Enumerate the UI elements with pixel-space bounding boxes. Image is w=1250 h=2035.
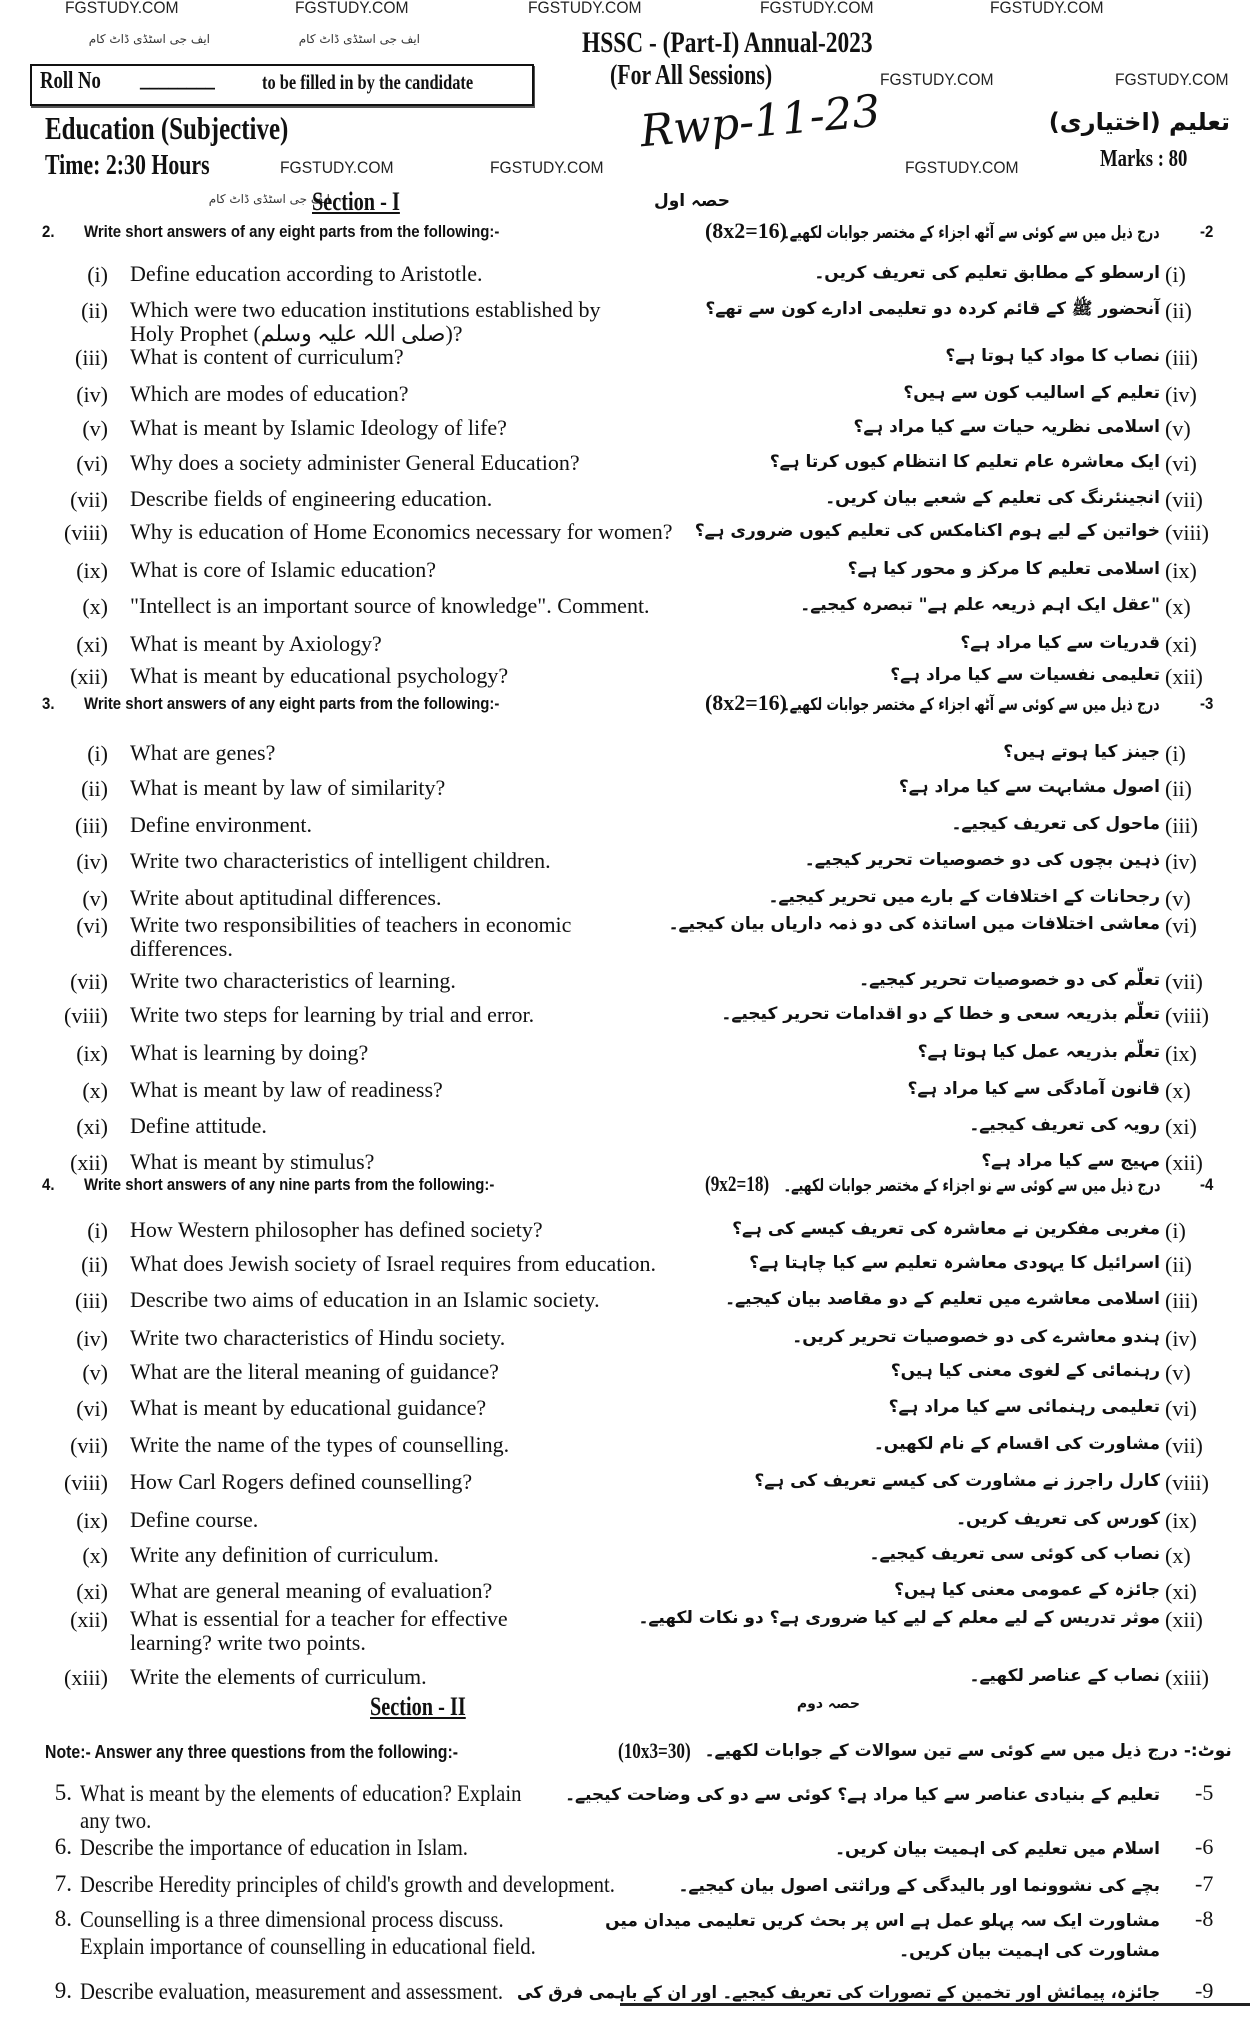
question-part [0,1326,1250,1356]
part-number: (i) [87,1218,108,1243]
section-1-title-urdu: حصہ اول [653,191,730,211]
part-number-urdu: (v) [1165,886,1191,911]
part-text-urdu: مہیج سے کیا مراد ہے؟ [981,1151,1160,1171]
subject-title: Education (Subjective) [45,110,289,146]
question-part [0,741,1250,771]
part-number: (xii) [70,1150,108,1175]
part-text-urdu: تعلیمی نفسیات سے کیا مراد ہے؟ [890,665,1160,685]
part-text: What is meant by law of readiness? [130,1077,443,1102]
question-number-urdu: -3 [1200,694,1214,713]
question-part [0,969,1250,999]
part-number-urdu: (iv) [1165,849,1197,874]
part-number: (i) [87,262,108,287]
question-part [0,664,1250,694]
part-number-urdu: (xi) [1165,1579,1197,1604]
part-number: (v) [82,886,108,911]
part-number-urdu: (vi) [1165,913,1197,938]
part-number: (x) [82,1078,108,1103]
long-question [0,1871,1250,1901]
question-part [0,1218,1250,1248]
question-part [0,1543,1250,1573]
part-text-urdu: نصاب کی کوئی سی تعریف کیجیے۔ [869,1544,1160,1564]
part-number-urdu: (viii) [1165,1470,1209,1495]
part-text: Write two steps for learning by trial and error. [130,1002,535,1027]
question-part [0,594,1250,624]
part-text: "Intellect is an important source of knowledge". Comment. [130,593,650,618]
watermark: FGSTUDY.COM [65,0,179,17]
question-text-urdu: بچے کی نشوونما اور بالیدگی کے وراثتی اصول بیان کیجیے۔ [678,1876,1160,1896]
question-text-urdu: جائزہ، پیمائش اور تخمین کے تصورات کی تعریف کیجیے۔ اور ان کے باہمی فرق کی [516,1983,1160,2003]
section-2-note: Note:- Answer any three questions from the following:- [45,1742,459,1762]
subject-title-urdu: تعلیم (اختیاری) [1048,108,1230,136]
bottom-rule [620,2003,1250,2006]
part-number: (iv) [76,1326,108,1351]
part-number-urdu: (ix) [1165,558,1197,583]
question-text: What is meant by the elements of education? Explain any two. [80,1781,522,1833]
part-text: Which are modes of education? [130,381,409,406]
question-number: 6. [54,1834,72,1859]
part-text-urdu: نصاب کے عناصر لکھیے۔ [969,1666,1160,1686]
part-text-urdu: کارل راجرز نے مشاورت کی کیسے تعریف کی ہے؟ [754,1471,1160,1491]
part-number-urdu: (viii) [1165,1003,1209,1028]
long-question [0,1834,1250,1864]
watermark: FGSTUDY.COM [1115,70,1229,89]
part-text: Define attitude. [130,1113,267,1138]
part-number-urdu: (iv) [1165,382,1197,407]
long-question [0,1906,1250,1961]
question-number-urdu: -4 [1200,1175,1214,1194]
watermark-urdu: ایف جی اسٹڈی ڈاٹ کام [88,32,210,46]
part-text-urdu: ایک معاشرہ عام تعلیم کا انتظام کیوں کرتا ہے؟ [769,452,1160,472]
part-text-urdu: ہندو معاشرے کی دو خصوصیات تحریر کریں۔ [792,1327,1160,1347]
part-number: (iii) [75,813,108,838]
part-number-urdu: (v) [1165,1360,1191,1385]
part-text: Define course. [130,1507,259,1532]
question-number: 8. [54,1906,72,1931]
part-number: (xi) [76,1579,108,1604]
part-text: Write two characteristics of intelligent children. [130,848,551,873]
part-text-urdu: رویہ کی تعریف کیجیے۔ [969,1115,1160,1135]
part-number: (xi) [76,1114,108,1139]
part-number-urdu: (xi) [1165,1114,1197,1139]
question-number: 3. [42,694,55,713]
question-part [0,1288,1250,1318]
part-text-urdu: ذہین بچوں کی دو خصوصیات تحریر کیجیے۔ [804,850,1160,870]
question-text: Describe Heredity principles of child's growth and development. [80,1872,615,1897]
question-part [0,1114,1250,1144]
question-number-urdu: -6 [1195,1834,1214,1859]
handwritten-note: Rwp-11-23 [638,85,883,158]
part-text: Which were two education institutions established by Holy Prophet (صلی اللہ علیہ وسلم)? [130,297,601,346]
part-number-urdu: (x) [1165,594,1191,619]
part-number: (vii) [70,1433,108,1458]
question-text-urdu: تعلیم کے بنیادی عناصر سے کیا مراد ہے؟ کوئی سے دو کی وضاحت کیجیے۔ [565,1785,1160,1805]
part-number-urdu: (vi) [1165,451,1197,476]
question-number: 7. [54,1871,72,1896]
part-text-urdu: ارسطو کے مطابق تعلیم کی تعریف کریں۔ [814,263,1160,283]
part-text-urdu: نصاب کا مواد کیا ہوتا ہے؟ [945,346,1160,366]
watermark-urdu: ایف جی اسٹڈی ڈاٹ کام [298,32,420,46]
part-text: Write any definition of curriculum. [130,1542,439,1567]
part-text-urdu: اصول مشابہت سے کیا مراد ہے؟ [898,777,1160,797]
part-number: (x) [82,594,108,619]
part-text: What is meant by Axiology? [130,631,382,656]
part-number: (iv) [76,849,108,874]
part-number-urdu: (vi) [1165,1396,1197,1421]
question-part [0,1252,1250,1282]
part-number: (iii) [75,345,108,370]
part-number: (viii) [64,520,108,545]
question-number-urdu: -5 [1195,1780,1214,1805]
part-text: What is core of Islamic education? [130,557,437,582]
part-number: (viii) [64,1003,108,1028]
part-number-urdu: (xii) [1165,664,1203,689]
question-marks: (9x2=18) [705,1171,770,1196]
question-part [0,1003,1250,1033]
question-part [0,632,1250,662]
part-number: (i) [87,741,108,766]
question-part [0,1041,1250,1071]
part-number-urdu: (x) [1165,1543,1191,1568]
part-text-urdu: تعلیم کے اسالیب کون سے ہیں؟ [903,383,1160,403]
question-part [0,451,1250,481]
question-part [0,416,1250,446]
part-text: What is content of curriculum? [130,344,404,369]
part-number-urdu: (v) [1165,416,1191,441]
watermark: FGSTUDY.COM [280,158,394,177]
watermark-urdu: ایف جی اسٹڈی ڈاٹ کام [208,192,330,206]
part-text-urdu: جائزہ کے عمومی معنی کیا ہیں؟ [894,1580,1160,1600]
question-part [0,520,1250,550]
part-text-urdu: ماحول کی تعریف کیجیے۔ [951,814,1160,834]
part-number-urdu: (iii) [1165,1288,1198,1313]
part-text: Define environment. [130,812,313,837]
question-number: 5. [54,1780,72,1805]
part-number: (xi) [76,632,108,657]
question-part [0,1579,1250,1609]
part-number-urdu: (vii) [1165,969,1203,994]
question-part [0,1665,1250,1695]
watermark: FGSTUDY.COM [880,70,994,89]
roll-no-field[interactable]: ________ [140,66,215,92]
watermark: FGSTUDY.COM [760,0,874,17]
question-instruction: Write short answers of any eight parts from the following:- [84,694,500,713]
question-part [0,1396,1250,1426]
part-text: What are genes? [130,740,276,765]
part-number: (ii) [81,776,108,801]
part-number: (xiii) [64,1665,108,1690]
marks-label: Marks : 80 [1100,146,1188,172]
part-text: Describe fields of engineering education. [130,486,493,511]
part-text-urdu: اسلامی معاشرے میں تعلیم کے دو مقاصد بیان کیجیے۔ [725,1289,1160,1309]
question-part [0,382,1250,412]
part-number: (iv) [76,382,108,407]
part-text: Describe two aims of education in an Islamic society. [130,1287,600,1312]
question-part [0,813,1250,843]
time-label: Time: 2:30 Hours [45,150,210,181]
section-2-title-urdu: حصہ دوم [796,1696,860,1712]
part-number-urdu: (ix) [1165,1041,1197,1066]
part-number-urdu: (xi) [1165,632,1197,657]
section-1-title: Section - I [312,187,400,216]
part-text: What is learning by doing? [130,1040,369,1065]
part-text-urdu: اسلامی تعلیم کا مرکز و محور کیا ہے؟ [847,559,1160,579]
part-number-urdu: (xiii) [1165,1665,1209,1690]
question-part [0,558,1250,588]
exam-title: HSSC - (Part-I) Annual-2023 [582,26,873,59]
part-number: (vii) [70,487,108,512]
question-instruction-urdu: درج ذیل میں سے کوئی سے نو اجزاء کے مختصر جوابات لکھیے۔ [783,1176,1160,1196]
part-number-urdu: (x) [1165,1078,1191,1103]
part-text-urdu: "عقل ایک اہم ذریعہ علم ہے" تبصرہ کیجیے۔ [800,595,1160,615]
part-text-urdu: اسرائیل کا یہودی معاشرہ تعلیم سے کیا چاہتا ہے؟ [749,1253,1160,1273]
question-text: Describe the importance of education in Islam. [80,1835,468,1860]
section-2-marks: (10x3=30) [618,1738,691,1763]
part-text: Define education according to Aristotle. [130,261,483,286]
question-number: 2. [42,222,55,241]
long-question [0,1780,1250,1833]
question-number: 9. [54,1978,72,2003]
part-number: (vi) [76,913,108,938]
part-text: Write two responsibilities of teachers in economic differences. [130,912,572,961]
part-text: What is meant by stimulus? [130,1149,375,1174]
question-part [0,1433,1250,1463]
part-text: What are the literal meaning of guidance? [130,1359,499,1384]
part-text-urdu: قدریات سے کیا مراد ہے؟ [960,633,1160,653]
part-number: (viii) [64,1470,108,1495]
part-number: (vi) [76,1396,108,1421]
part-number-urdu: (i) [1165,262,1186,287]
watermark: FGSTUDY.COM [295,0,409,17]
part-number-urdu: (i) [1165,741,1186,766]
part-number: (x) [82,1543,108,1568]
part-number: (ix) [76,1041,108,1066]
roll-no-note: to be filled in by the candidate [262,70,474,94]
part-text: Why does a society administer General Education? [130,450,580,475]
question-number-urdu: -9 [1195,1978,1214,2003]
part-number: (v) [82,416,108,441]
part-text-urdu: قانون آمادگی سے کیا مراد ہے؟ [907,1079,1160,1099]
question-number: 4. [42,1175,55,1194]
part-text: How Western philosopher has defined society? [130,1217,543,1242]
question-text: Describe evaluation, measurement and assessment. [80,1979,504,2004]
question-part [0,297,1250,346]
part-number: (iii) [75,1288,108,1313]
part-number: (v) [82,1360,108,1385]
sessions-label: (For All Sessions) [610,60,773,91]
part-text-urdu: موثر تدریس کے لیے معلم کے لیے کیا ضروری ہے؟ دو نکات لکھیے۔ [638,1608,1160,1628]
part-number-urdu: (ix) [1165,1508,1197,1533]
question-part [0,1606,1250,1655]
part-number-urdu: (xii) [1165,1607,1203,1632]
part-number-urdu: (ii) [1165,1252,1192,1277]
part-number-urdu: (viii) [1165,520,1209,545]
question-text-urdu: مشاورت ایک سہ پہلو عمل ہے اس پر بحث کریں تعلیمی میدان میں مشاورت کی اہمیت بیان کریں۔ [605,1911,1160,1961]
roll-no-label: Roll No [40,68,101,94]
part-text-urdu: خواتین کے لیے ہوم اکنامکس کی تعلیم کیوں ضروری ہے؟ [694,521,1160,541]
watermark: FGSTUDY.COM [490,158,604,177]
question-instruction-urdu: درج ذیل میں سے کوئی سے آٹھ اجزاء کے مختصر جوابات لکھیے۔ [782,223,1160,243]
question-text-urdu: اسلام میں تعلیم کی اہمیت بیان کریں۔ [835,1839,1160,1859]
part-number: (ix) [76,1508,108,1533]
part-text: Write two characteristics of Hindu society. [130,1325,506,1350]
part-number: (xii) [70,1607,108,1632]
part-number: (ii) [81,1252,108,1277]
part-number-urdu: (vii) [1165,487,1203,512]
part-text: What is meant by Islamic Ideology of life? [130,415,507,440]
question-instruction: Write short answers of any eight parts from the following:- [84,222,500,241]
question-number-urdu: -8 [1195,1906,1214,1931]
part-text-urdu: رہنمائی کے لغوی معنی کیا ہیں؟ [890,1361,1160,1381]
part-number-urdu: (ii) [1165,298,1192,323]
part-number-urdu: (xii) [1165,1150,1203,1175]
part-number: (ix) [76,558,108,583]
part-text: Write two characteristics of learning. [130,968,456,993]
part-text: What is meant by educational psychology? [130,663,509,688]
question-part [0,345,1250,375]
section-2-title: Section - II [370,1692,466,1721]
part-number-urdu: (iii) [1165,813,1198,838]
part-number-urdu: (vii) [1165,1433,1203,1458]
question-number-urdu: -2 [1200,222,1214,241]
question-marks: (8x2=16) [705,218,787,243]
part-text: Why is education of Home Economics necessary for women? [130,519,673,544]
section-2-note-urdu: نوٹ:- درج ذیل میں سے کوئی سے تین سوالات کے جوابات لکھیے۔ [704,1741,1232,1761]
question-part [0,912,1250,961]
question-number-urdu: -7 [1195,1871,1214,1896]
part-number: (xii) [70,664,108,689]
part-text-urdu: جینز کیا ہوتے ہیں؟ [1003,742,1160,762]
part-text-urdu: تعلّم بذریعہ عمل کیا ہوتا ہے؟ [917,1042,1160,1062]
part-text-urdu: تعلّم کی دو خصوصیات تحریر کیجیے۔ [859,970,1160,990]
part-text: How Carl Rogers defined counselling? [130,1469,473,1494]
part-text-urdu: تعلّم بذریعہ سعی و خطا کے دو اقدامات تحریر کیجیے۔ [721,1004,1160,1024]
question-instruction-urdu: درج ذیل میں سے کوئی سے آٹھ اجزاء کے مختصر جوابات لکھیے۔ [782,695,1160,715]
question-part [0,262,1250,292]
part-number-urdu: (iii) [1165,345,1198,370]
part-number-urdu: (iv) [1165,1326,1197,1351]
part-text: Write the elements of curriculum. [130,1664,427,1689]
part-text-urdu: انجینئرنگ کی تعلیم کے شعبے بیان کریں۔ [825,488,1160,508]
watermark: FGSTUDY.COM [528,0,642,17]
part-text-urdu: تعلیمی رہنمائی سے کیا مراد ہے؟ [888,1397,1160,1417]
part-text: What does Jewish society of Israel requires from education. [130,1251,656,1276]
question-part [0,776,1250,806]
question-part [0,1360,1250,1390]
part-text-urdu: آنحضور ﷺ کے قائم کردہ دو تعلیمی ادارے کون سے تھے؟ [705,299,1160,319]
part-text-urdu: مغربی مفکرین نے معاشرہ کی تعریف کیسے کی ہے؟ [732,1219,1160,1239]
part-text: What is essential for a teacher for effective learning? write two points. [130,1606,508,1655]
part-text-urdu: مشاورت کی اقسام کے نام لکھیں۔ [873,1434,1160,1454]
part-number-urdu: (i) [1165,1218,1186,1243]
question-text: Counselling is a three dimensional process discuss. Explain importance of counselling in educational field. [80,1907,536,1959]
question-marks: (8x2=16) [705,690,787,715]
part-text: What is meant by educational guidance? [130,1395,487,1420]
part-text-urdu: معاشی اختلافات میں اساتذہ کی دو ذمہ داریاں بیان کیجیے۔ [668,914,1160,934]
part-text: Write the name of the types of counselling. [130,1432,510,1457]
watermark: FGSTUDY.COM [905,158,1019,177]
question-part [0,1508,1250,1538]
question-part [0,487,1250,517]
part-text-urdu: رجحانات کے اختلافات کے بارے میں تحریر کیجیے۔ [768,887,1160,907]
part-text-urdu: کورس کی تعریف کریں۔ [956,1509,1160,1529]
question-part [0,1470,1250,1500]
question-part [0,1078,1250,1108]
part-number: (vii) [70,969,108,994]
question-part [0,849,1250,879]
part-text: Write about aptitudinal differences. [130,885,442,910]
part-text: What are general meaning of evaluation? [130,1578,493,1603]
part-number-urdu: (ii) [1165,776,1192,801]
part-text: What is meant by law of similarity? [130,775,446,800]
part-text-urdu: اسلامی نظریہ حیات سے کیا مراد ہے؟ [853,417,1160,437]
part-number: (vi) [76,451,108,476]
question-instruction: Write short answers of any nine parts from the following:- [84,1175,495,1194]
watermark: FGSTUDY.COM [990,0,1104,17]
part-number: (ii) [81,298,108,323]
